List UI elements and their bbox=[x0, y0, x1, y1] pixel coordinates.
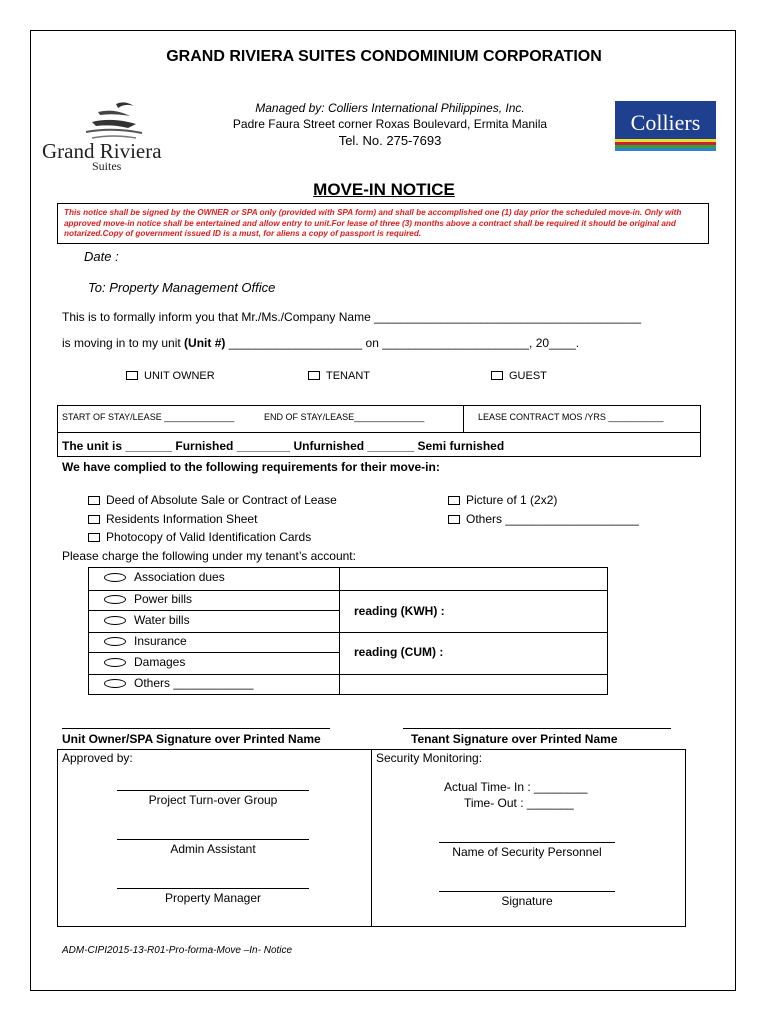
signature-line bbox=[403, 728, 671, 729]
address: Padre Faura Street corner Roxas Boulevard, Ermita Manila bbox=[232, 117, 548, 131]
to-label: To: Property Management Office bbox=[88, 280, 276, 295]
option-oval[interactable] bbox=[104, 637, 126, 646]
divider bbox=[88, 610, 339, 611]
option-oval[interactable] bbox=[104, 595, 126, 604]
checkbox[interactable] bbox=[448, 515, 460, 524]
unit-furnish-line: The unit is _______ Furnished ________ Unfurnished _______ Semi furnished bbox=[62, 439, 505, 453]
checkbox[interactable] bbox=[308, 371, 320, 380]
form-code: ADM-CIPI2015-13-R01-Pro-forma-Move –In- Notice bbox=[62, 945, 293, 956]
colliers-logo bbox=[615, 101, 716, 151]
checkbox[interactable] bbox=[448, 496, 460, 505]
checkbox[interactable] bbox=[491, 371, 503, 380]
option-unit-owner[interactable]: UNIT OWNER bbox=[126, 370, 215, 382]
warning-notice: This notice shall be signed by the OWNER or SPA only (provided with SPA form) and shall be accomplished one (1) day prior the scheduled move-in. Only with approved move-in notice shall be entertained and allow entry to unit.For lease of three (3) months above a contract shall be required it should be original and notarized.Copy of government issued ID is a must, for aliens a copy of passport is required. bbox=[57, 203, 709, 244]
signature-line bbox=[439, 891, 615, 892]
requirement-id-copy[interactable]: Photocopy of Valid Identification Cards bbox=[88, 530, 311, 544]
charge-damages[interactable]: Damages bbox=[104, 655, 185, 669]
option-oval[interactable] bbox=[104, 658, 126, 667]
charge-others[interactable]: Others ____________ bbox=[104, 676, 253, 690]
charges-heading: Please charge the following under my tenant’s account: bbox=[62, 549, 356, 563]
divider bbox=[339, 567, 340, 695]
checkbox[interactable] bbox=[88, 515, 100, 524]
logo-sub: Suites bbox=[92, 159, 122, 173]
option-oval[interactable] bbox=[104, 616, 126, 625]
signature-line bbox=[117, 790, 309, 791]
logo-name: Grand Riviera bbox=[42, 139, 162, 163]
signature-line bbox=[62, 728, 330, 729]
charge-water-bills[interactable]: Water bills bbox=[104, 613, 190, 627]
option-tenant[interactable]: TENANT bbox=[308, 370, 370, 382]
security-signature: Signature bbox=[501, 894, 553, 908]
approver-admin-assistant: Admin Assistant bbox=[170, 842, 256, 856]
requirement-resident-sheet[interactable]: Residents Information Sheet bbox=[88, 512, 257, 526]
approver-property-manager: Property Manager bbox=[164, 891, 262, 905]
security-personnel-name: Name of Security Personnel bbox=[452, 845, 602, 859]
start-of-stay: START OF STAY/LEASE ______________ bbox=[62, 412, 235, 422]
requirement-others[interactable]: Others ____________________ bbox=[448, 512, 639, 526]
option-oval[interactable] bbox=[104, 679, 126, 688]
checkbox[interactable] bbox=[88, 533, 100, 542]
lease-contract: LEASE CONTRACT MOS /YRS ___________ bbox=[478, 412, 664, 422]
divider bbox=[88, 590, 608, 591]
inform-line: This is to formally inform you that Mr./Ms./Company Name ________________________________________ bbox=[62, 310, 642, 324]
charge-association-dues[interactable]: Association dues bbox=[104, 570, 225, 584]
reading-cum: reading (CUM) : bbox=[354, 645, 444, 659]
approved-by-label: Approved by: bbox=[62, 751, 133, 765]
signature-line bbox=[117, 839, 309, 840]
colliers-wordmark: Colliers bbox=[630, 110, 701, 135]
checkbox[interactable] bbox=[126, 371, 138, 380]
divider bbox=[57, 432, 701, 433]
date-label: Date : bbox=[84, 249, 119, 264]
signature-line bbox=[117, 888, 309, 889]
divider bbox=[88, 652, 339, 653]
reading-kwh: reading (KWH) : bbox=[354, 604, 445, 618]
time-out: Time- Out : _______ bbox=[464, 796, 574, 810]
requirement-deed[interactable]: Deed of Absolute Sale or Contract of Lease bbox=[88, 493, 337, 507]
notice-title: MOVE-IN NOTICE bbox=[313, 180, 455, 199]
option-oval[interactable] bbox=[104, 573, 126, 582]
option-guest[interactable]: GUEST bbox=[491, 370, 547, 382]
requirements-heading: We have complied to the following requirements for their move-in: bbox=[62, 460, 440, 474]
tenant-signature-label: Tenant Signature over Printed Name bbox=[411, 732, 618, 746]
signature-line bbox=[439, 842, 615, 843]
moving-line: is moving in to my unit (Unit #) ____________________ on ______________________, 20____. bbox=[62, 336, 580, 350]
corporation-title: GRAND RIVIERA SUITES CONDOMINIUM CORPORATION bbox=[166, 48, 602, 65]
divider bbox=[371, 749, 372, 927]
actual-time-in: Actual Time- In : ________ bbox=[444, 780, 588, 794]
charge-insurance[interactable]: Insurance bbox=[104, 634, 187, 648]
boat-logo-icon bbox=[78, 100, 148, 142]
managed-by: Managed by: Colliers International Philippines, Inc. bbox=[255, 101, 525, 115]
checkbox[interactable] bbox=[88, 496, 100, 505]
owner-signature-label: Unit Owner/SPA Signature over Printed Name bbox=[62, 732, 321, 746]
divider bbox=[88, 632, 608, 633]
telephone: Tel. No. 275-7693 bbox=[338, 133, 442, 148]
approver-turnover-group: Project Turn-over Group bbox=[148, 793, 278, 807]
divider bbox=[463, 405, 464, 432]
divider bbox=[88, 674, 608, 675]
security-monitoring-label: Security Monitoring: bbox=[376, 751, 483, 765]
logo-stripe bbox=[615, 148, 716, 151]
charge-power-bills[interactable]: Power bills bbox=[104, 592, 192, 606]
end-of-stay: END OF STAY/LEASE______________ bbox=[264, 412, 425, 422]
requirement-picture[interactable]: Picture of 1 (2x2) bbox=[448, 493, 557, 507]
